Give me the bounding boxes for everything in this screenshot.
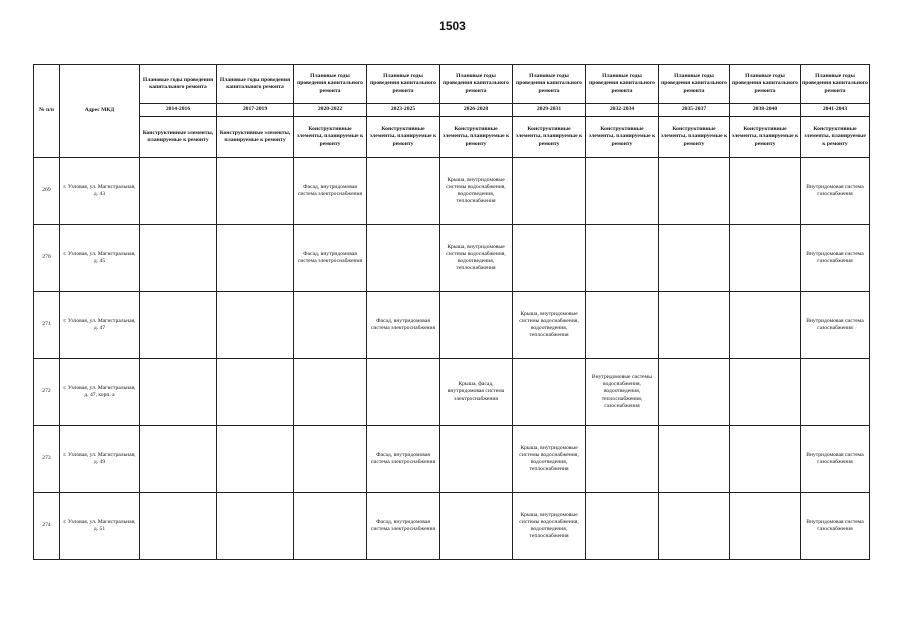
header-year-range: 2032-2034 xyxy=(586,104,659,117)
repair-elements-cell xyxy=(730,359,801,426)
building-address: г. Узловая, ул. Магистральная, д. 51 xyxy=(60,493,140,560)
header-year-group-title: Плановые годы проведения капитального ремонта xyxy=(659,65,730,104)
repair-elements-cell: Фасад, внутридомовая система электроснабжения xyxy=(367,292,440,359)
repair-elements-cell xyxy=(140,292,217,359)
repair-elements-cell xyxy=(659,493,730,560)
repair-elements-cell xyxy=(659,225,730,292)
header-year-range: 2014-2016 xyxy=(140,104,217,117)
header-elements-label: Конструктивные элементы, планируемые к ремонту xyxy=(217,117,294,158)
repair-elements-cell xyxy=(294,359,367,426)
repair-elements-cell: Внутридомовая система газоснабжения xyxy=(801,158,870,225)
header-year-group-title: Плановые годы проведения капитального ремонта xyxy=(217,65,294,104)
header-year-group-title: Плановые годы проведения капитального ремонта xyxy=(730,65,801,104)
repair-elements-cell xyxy=(217,426,294,493)
repair-elements-cell xyxy=(659,158,730,225)
row-number: 274 xyxy=(34,493,60,560)
repair-elements-cell xyxy=(217,158,294,225)
repair-elements-cell xyxy=(440,426,513,493)
repair-elements-cell xyxy=(659,292,730,359)
repair-elements-cell: Фасад, внутридомовая система электроснабжения xyxy=(294,225,367,292)
page-number: 1503 xyxy=(439,19,466,33)
building-address: г. Узловая, ул. Магистральная, д. 49 xyxy=(60,426,140,493)
repair-elements-cell xyxy=(730,493,801,560)
table-row xyxy=(34,359,870,426)
header-year-range: 2035-2037 xyxy=(659,104,730,117)
table-row xyxy=(34,225,870,292)
repair-elements-cell xyxy=(513,158,586,225)
repair-elements-cell: Крыша, фасад, внутридомовая система электроснабжения xyxy=(440,359,513,426)
repair-elements-cell: Внутридомовая система газоснабжения xyxy=(801,225,870,292)
repair-elements-cell xyxy=(140,158,217,225)
header-elements-label: Конструктивные элементы, планируемые к ремонту xyxy=(140,117,217,158)
repair-elements-cell xyxy=(586,493,659,560)
row-number: 270 xyxy=(34,225,60,292)
repair-elements-cell xyxy=(217,292,294,359)
repair-elements-cell xyxy=(140,359,217,426)
repair-elements-cell: Внутридомовая система газоснабжения xyxy=(801,292,870,359)
header-row-number: № п/п xyxy=(34,65,60,158)
repair-elements-cell xyxy=(730,158,801,225)
table-row xyxy=(34,158,870,225)
header-year-group-title: Плановые годы проведения капитального ремонта xyxy=(367,65,440,104)
repair-elements-cell: Крыша, внутридомовые системы водоснабжения, водоотведения, теплоснабжения xyxy=(513,292,586,359)
header-year-range: 2023-2025 xyxy=(367,104,440,117)
repair-elements-cell: Внутридомовая система газоснабжения xyxy=(801,426,870,493)
header-year-range: 2026-2028 xyxy=(440,104,513,117)
table-row xyxy=(34,493,870,560)
repair-elements-cell: Крыша, внутридомовые системы водоснабжения, водоотведения, теплоснабжения xyxy=(440,158,513,225)
building-address: г. Узловая, ул. Магистральная, д. 47, корп. а xyxy=(60,359,140,426)
repair-elements-cell: Крыша, внутридомовые системы водоснабжения, водоотведения, теплоснабжения xyxy=(513,426,586,493)
header-year-range: 2041-2043 xyxy=(801,104,870,117)
repair-elements-cell xyxy=(217,493,294,560)
header-year-group-title: Плановые годы проведения капитального ремонта xyxy=(513,65,586,104)
repair-elements-cell xyxy=(294,426,367,493)
header-elements-label: Конструктивные элементы, планируемые к ремонту xyxy=(367,117,440,158)
capital-repair-plan-table xyxy=(33,64,870,560)
header-year-group-title: Плановые годы проведения капитального ремонта xyxy=(586,65,659,104)
repair-elements-cell: Фасад, внутридомовая система электроснабжения xyxy=(367,426,440,493)
repair-elements-cell xyxy=(730,225,801,292)
header-year-range: 2017-2019 xyxy=(217,104,294,117)
repair-elements-cell xyxy=(586,158,659,225)
header-elements-label: Конструктивные элементы, планируемые к ремонту xyxy=(513,117,586,158)
repair-elements-cell: Фасад, внутридомовая система электроснабжения xyxy=(367,493,440,560)
repair-elements-cell xyxy=(217,359,294,426)
header-elements-label: Конструктивные элементы, планируемые к ремонту xyxy=(294,117,367,158)
header-year-range: 2038-2040 xyxy=(730,104,801,117)
repair-elements-cell: Фасад, внутридомовая система электроснабжения xyxy=(294,158,367,225)
repair-elements-cell xyxy=(440,493,513,560)
repair-elements-cell xyxy=(730,292,801,359)
repair-elements-cell xyxy=(367,158,440,225)
header-elements-label: Конструктивные элементы, планируемые к ремонту xyxy=(659,117,730,158)
header-address: Адрес МКД xyxy=(60,65,140,158)
repair-elements-cell xyxy=(140,426,217,493)
header-year-group-title: Плановые годы проведения капитального ремонта xyxy=(140,65,217,104)
header-year-group-title: Плановые годы проведения капитального ремонта xyxy=(294,65,367,104)
repair-elements-cell xyxy=(513,359,586,426)
header-year-group-title: Плановые годы проведения капитального ремонта xyxy=(440,65,513,104)
building-address: г. Узловая, ул. Магистральная, д. 45 xyxy=(60,225,140,292)
repair-elements-cell: Внутридомовая система газоснабжения xyxy=(801,493,870,560)
repair-elements-cell xyxy=(513,225,586,292)
table-row xyxy=(34,292,870,359)
header-elements-label: Конструктивные элементы, планируемые к ремонту xyxy=(440,117,513,158)
repair-elements-cell xyxy=(367,225,440,292)
repair-elements-cell xyxy=(140,225,217,292)
repair-elements-cell xyxy=(801,359,870,426)
repair-elements-cell xyxy=(367,359,440,426)
repair-elements-cell xyxy=(730,426,801,493)
row-number: 269 xyxy=(34,158,60,225)
repair-elements-cell: Внутридомовые системы водоснабжения, водоотведения, теплоснабжения, газоснабжения xyxy=(586,359,659,426)
header-year-range: 2020-2022 xyxy=(294,104,367,117)
repair-elements-cell xyxy=(217,225,294,292)
header-elements-label: Конструктивные элементы, планируемые к ремонту xyxy=(730,117,801,158)
row-number: 273 xyxy=(34,426,60,493)
header-year-range: 2029-2031 xyxy=(513,104,586,117)
repair-elements-cell xyxy=(440,292,513,359)
repair-elements-cell xyxy=(586,426,659,493)
repair-elements-cell xyxy=(294,493,367,560)
repair-elements-cell xyxy=(294,292,367,359)
building-address: г. Узловая, ул. Магистральная, д. 43 xyxy=(60,158,140,225)
header-year-group-title: Плановые годы проведения капитального ремонта xyxy=(801,65,870,104)
table-row xyxy=(34,426,870,493)
row-number: 272 xyxy=(34,359,60,426)
row-number: 271 xyxy=(34,292,60,359)
repair-elements-cell xyxy=(586,292,659,359)
building-address: г. Узловая, ул. Магистральная, д. 47 xyxy=(60,292,140,359)
repair-elements-cell: Крыша, внутридомовые системы водоснабжения, водоотведения, теплоснабжения xyxy=(440,225,513,292)
header-elements-label: Конструктивные элементы, планируемые к ремонту xyxy=(801,117,870,158)
repair-elements-cell xyxy=(659,359,730,426)
repair-elements-cell xyxy=(140,493,217,560)
repair-elements-cell xyxy=(586,225,659,292)
repair-elements-cell xyxy=(659,426,730,493)
repair-elements-cell: Крыша, внутридомовые системы водоснабжения, водоотведения, теплоснабжения xyxy=(513,493,586,560)
header-elements-label: Конструктивные элементы, планируемые к ремонту xyxy=(586,117,659,158)
